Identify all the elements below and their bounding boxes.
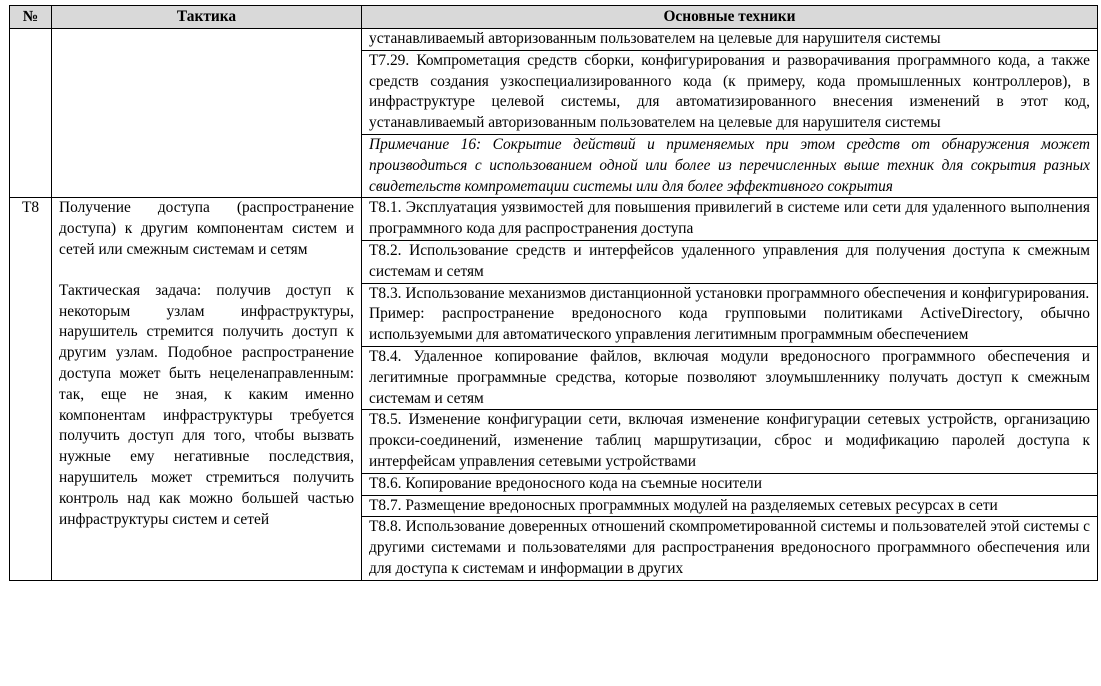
tactic-cell (52, 29, 362, 198)
tactics-table (9, 5, 1098, 581)
tactic-name: Получение доступа (распространение доступа) к другим компонентам систем и сетей или смежным системам и сетям (59, 199, 354, 258)
technique-cell (362, 346, 1098, 409)
technique-cell (362, 495, 1098, 517)
technique-cell (362, 29, 1098, 51)
table-row (10, 198, 1098, 241)
tactic-task: Тактическая задача: получив доступ к некоторым узлам инфраструктуры, нарушитель стремится получить доступ к другим узлам. Подобное распространение доступа может быть нецеленаправленным: так, еще не зная, к каким именно компонентам инфраструктуры требуется получить доступ для того, чтобы вызвать нужные ему негативные последствия, нарушитель может стремиться получить контроль над как можно большей частью инфраструктуры систем и сетей (59, 281, 354, 528)
technique-text: Т8.5. Изменение конфигурации сети, включая изменение конфигурации сетевых устройств, организацию прокси-соединений, изменение таблиц маршрутизации, сброс и модификацию паролей доступа к интерфейсам управления сетевыми устройствами (369, 411, 1090, 470)
technique-text: Т8.8. Использование доверенных отношений скомпрометированной системы и пользователей этой системы с другими системами и пользователями для распространения вредоносного программного обеспечения или для доступа к системам и информации в других (369, 518, 1090, 577)
header-number: № (10, 6, 52, 29)
technique-cell (362, 283, 1098, 346)
tactic-cell (52, 198, 362, 580)
technique-cell (362, 517, 1098, 580)
note-text: Примечание 16: Сокрытие действий и применяемых при этом средств от обнаружения может производиться с использованием одной или более из перечисленных выше техник для сокрытия разных свидетельств компрометации системы или для более эффективного сокрытия (369, 135, 1090, 195)
technique-text: Т8.7. Размещение вредоносных программных модулей на разделяемых сетевых ресурсах в сети (369, 496, 998, 514)
note-cell (362, 134, 1098, 197)
technique-text: Т8.1. Эксплуатация уязвимостей для повышения привилегий в системе или сети для удаленного выполнения программного кода для распространения доступа (369, 199, 1090, 238)
technique-text: Т8.3. Использование механизмов дистанционной установки программного обеспечения и конфигурирования. (369, 284, 1090, 302)
technique-text: Т8.4. Удаленное копирование файлов, включая модули вредоносного программного обеспечения и легитимные программные средства, которые позволяют злоумышленнику получать доступ к смежным системам и сетям (369, 347, 1090, 407)
header-techniques: Основные техники (362, 6, 1098, 29)
technique-text: Т7.29. Компрометация средств сборки, конфигурирования и разворачивания программного кода, а также средств создания узкоспециализированного кода (к примеру, кода промышленных контроллеров), в инфраструктуре целевой системы, для автоматизированного внесения изменений в этот код, устанавливаемый авторизованным пользователем на целевые для нарушителя системы (369, 51, 1090, 132)
technique-text: Т8.2. Использование средств и интерфейсов удаленного управления для получения доступа к смежным системам и сетям (369, 241, 1090, 280)
table-row (10, 29, 1098, 51)
row-number-cell (10, 29, 52, 198)
technique-cell (362, 240, 1098, 283)
technique-cell (362, 410, 1098, 473)
technique-text: Т8.6. Копирование вредоносного кода на съемные носители (369, 474, 762, 492)
table-header-row (10, 6, 1098, 29)
technique-cell (362, 50, 1098, 134)
technique-cell (362, 473, 1098, 495)
row-number-cell: Т8 (10, 198, 52, 580)
technique-text: устанавливаемый авторизованным пользователем на целевые для нарушителя системы (369, 30, 941, 47)
technique-cell (362, 198, 1098, 241)
technique-example: Пример: распространение вредоносного кода групповыми политиками ActiveDirectory, обычно используемыми для автоматического управления легитимным программным обеспечением (369, 305, 1090, 344)
header-tactic: Тактика (52, 6, 362, 29)
